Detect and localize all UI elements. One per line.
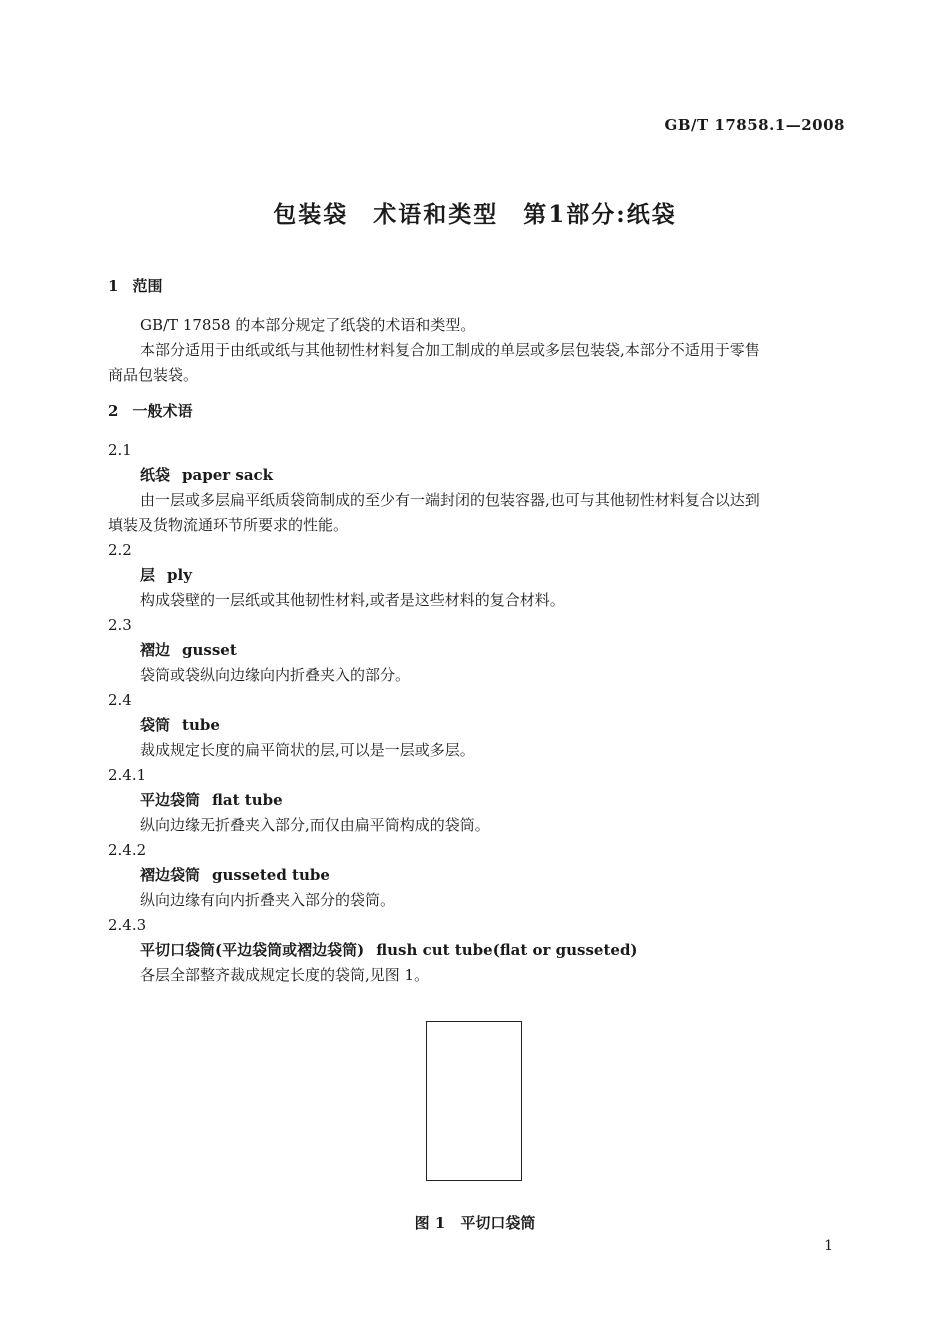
term-definition: 纵向边缘有向内折叠夹入部分的袋筒。 <box>140 891 396 909</box>
term-en: flush cut tube(flat or gusseted) <box>376 941 638 959</box>
term-definition: 由一层或多层扁平纸质袋筒制成的至少有一端封闭的包装容器,也可与其他韧性材料复合以达到 <box>140 491 760 509</box>
term-en: tube <box>182 716 220 734</box>
term-zh: 纸袋 <box>140 466 171 484</box>
section-2-heading <box>108 399 192 424</box>
section-title: 范围 <box>132 277 163 295</box>
section-title: 一般术语 <box>132 402 193 420</box>
term-number: 2.4.2 <box>108 841 147 859</box>
term-definition-continued: 填装及货物流通环节所要求的性能。 <box>108 516 349 534</box>
scope-paragraph-2-line-1: 本部分适用于由纸或纸与其他韧性材料复合加工制成的单层或多层包装袋,本部分不适用于零售 <box>140 341 760 359</box>
term-en: gusseted tube <box>212 866 330 884</box>
term-heading <box>140 863 330 888</box>
section-number: 2 <box>108 402 119 420</box>
figure-1-flush-cut-tube <box>426 1021 522 1181</box>
scope-paragraph-2-line-2: 商品包装袋。 <box>108 366 199 384</box>
term-zh: 层 <box>140 566 156 584</box>
term-en: gusset <box>182 641 237 659</box>
term-definition: 构成袋壁的一层纸或其他韧性材料,或者是这些材料的复合材料。 <box>140 591 565 609</box>
term-zh: 褶边 <box>140 641 171 659</box>
term-en: flat tube <box>212 791 283 809</box>
standard-number: GB/T 17858.1—2008 <box>664 116 845 134</box>
section-1-heading <box>108 274 162 299</box>
term-number: 2.4.3 <box>108 916 147 934</box>
figure-caption: 图 1 平切口袋筒 <box>414 1214 536 1232</box>
term-definition: 袋筒或袋纵向边缘向内折叠夹入的部分。 <box>140 666 411 684</box>
term-number: 2.3 <box>108 616 132 634</box>
term-en: ply <box>167 566 192 584</box>
document-title: 包装袋 术语和类型 第1部分:纸袋 <box>273 201 677 228</box>
term-zh: 平切口袋筒(平边袋筒或褶边袋筒) <box>140 941 365 959</box>
term-en: paper sack <box>182 466 274 484</box>
section-number: 1 <box>108 277 119 295</box>
term-heading <box>140 463 273 488</box>
term-heading <box>140 713 220 738</box>
term-zh: 平边袋筒 <box>140 791 201 809</box>
term-number: 2.4.1 <box>108 766 147 784</box>
term-zh: 褶边袋筒 <box>140 866 201 884</box>
term-definition: 纵向边缘无折叠夹入部分,而仅由扁平筒构成的袋筒。 <box>140 816 490 834</box>
term-number: 2.2 <box>108 541 132 559</box>
term-heading <box>140 563 192 588</box>
term-heading <box>140 788 283 813</box>
term-heading <box>140 638 237 663</box>
term-heading <box>140 938 638 963</box>
term-definition: 裁成规定长度的扁平筒状的层,可以是一层或多层。 <box>140 741 475 759</box>
term-definition: 各层全部整齐裁成规定长度的袋筒,见图 1。 <box>140 966 430 984</box>
page-number: 1 <box>824 1238 833 1254</box>
term-number: 2.1 <box>108 441 132 459</box>
term-zh: 袋筒 <box>140 716 171 734</box>
scope-paragraph-1: GB/T 17858 的本部分规定了纸袋的术语和类型。 <box>140 316 476 334</box>
term-number: 2.4 <box>108 691 132 709</box>
